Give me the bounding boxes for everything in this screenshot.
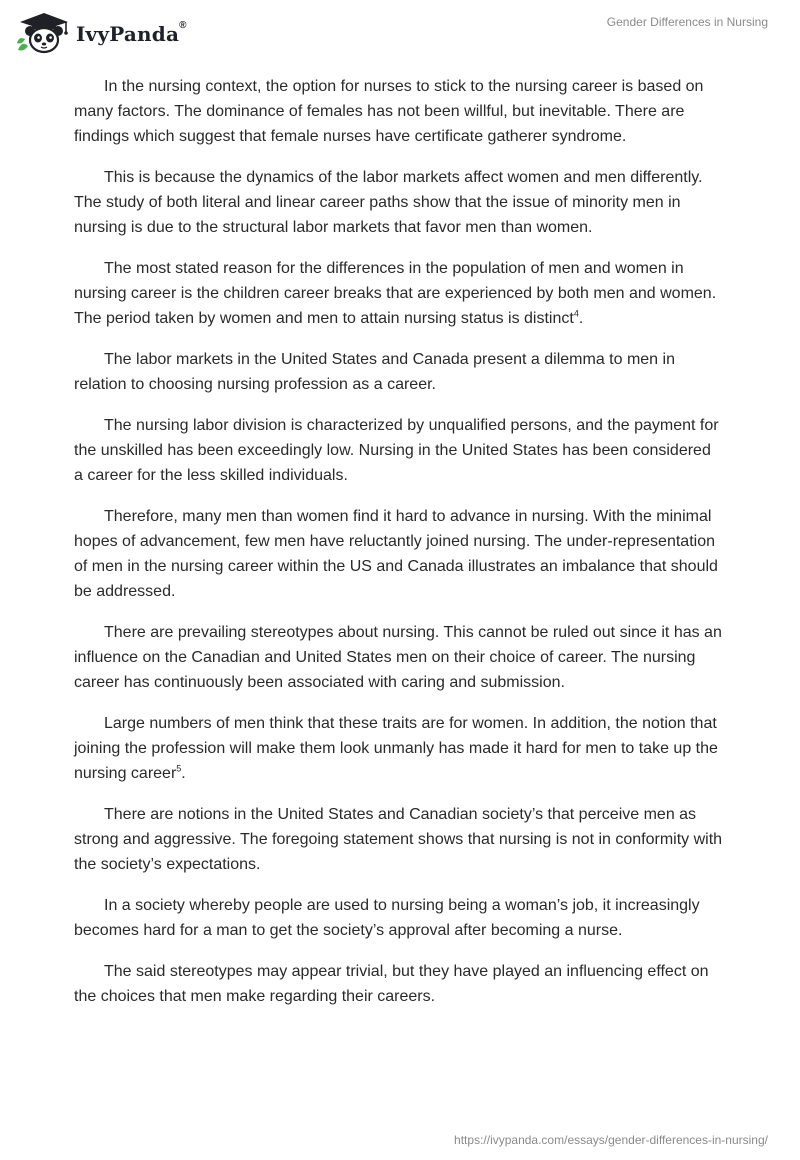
paragraph: The most stated reason for the differences in the population of men and women in nursing career is the children career breaks that are experienced by both men and women. The period taken by women and men to attain nursing status is distinct$^4$. [74,260,717,327]
registered-mark: ® [179,20,187,31]
panda-graduate-icon [14,10,70,54]
paragraph: The labor markets in the United States and Canada present a dilemma to men in relation to choosing nursing profession as a career. [74,351,675,393]
ivypanda-logo[interactable] [14,10,187,54]
paragraph: There are notions in the United States and Canadian society’s that perceive men as strong and aggressive. The foregoing statement shows that nursing is not in conformity with the society’s expectations. [74,806,723,873]
footnote-ref[interactable]: 4 [573,308,579,319]
footnote-ref[interactable]: 5 [176,763,182,774]
paragraph: In a society whereby people are used to nursing being a woman’s job, it increasingly becomes hard for a man to get the society’s approval after becoming a nurse. [74,897,700,939]
page-header [0,0,800,70]
paragraph: The said stereotypes may appear trivial, but they have played an influencing effect on the choices that men make regarding their careers. [74,963,709,1005]
paragraph: In the nursing context, the option for nurses to stick to the nursing career is based on many factors. The dominance of females has not been willful, but inevitable. There are findings which suggest that female nurses have certificate gatherer syndrome. [74,78,704,145]
essay-body [74,74,724,1025]
paragraph: The nursing labor division is characterized by unqualified persons, and the payment for the unskilled has been exceedingly low. Nursing in the United States has been considered a career for the less skilled individuals. [74,417,719,484]
brand-name: IvyPanda® [76,20,187,46]
paragraph: There are prevailing stereotypes about nursing. This cannot be ruled out since it has an influence on the Canadian and United States men on their choice of career. The nursing career has continuously been associated with caring and submission. [74,624,722,691]
paragraph: Therefore, many men than women find it hard to advance in nursing. With the minimal hopes of advancement, few men have reluctantly joined nursing. The under-representation of men in the nursing career within the US and Canada illustrates an imbalance that should be addressed. [74,508,718,600]
paragraph: This is because the dynamics of the labor markets affect women and men differently. The study of both literal and linear career paths show that the issue of minority men in nursing is due to the structural labor markets that favor men than women. [74,169,703,236]
source-url-link[interactable]: https://ivypanda.com/essays/gender-differences-in-nursing/ [454,1133,768,1147]
document-title: Gender Differences in Nursing [606,15,768,29]
paragraph: Large numbers of men think that these traits are for women. In addition, the notion that joining the profession will make them look unmanly has made it hard for men to take up the nursing career$^5$. [74,715,718,782]
